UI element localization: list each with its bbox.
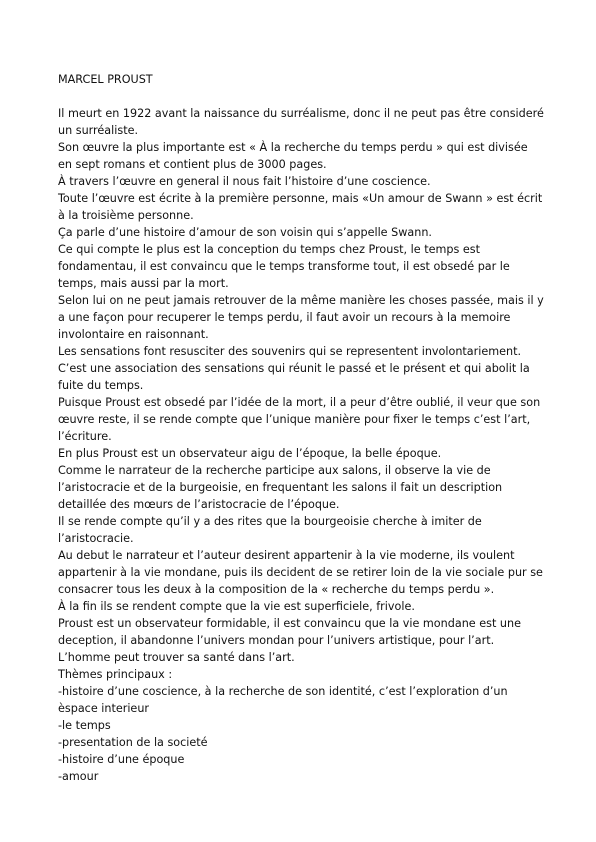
paragraph: Les sensations font resusciter des souvenirs qui se representent involontariement.: [58, 345, 522, 358]
paragraph: L’homme peut trouver sa santé dans l’art.: [58, 651, 295, 664]
theme-item: -histoire d’une époque: [58, 753, 185, 766]
paragraph: C’est une association des sensations qui réunit le passé et le présent et qui abolit la fuite du temps.: [58, 362, 530, 392]
document-page: [58, 71, 544, 785]
document-body: [58, 105, 544, 785]
theme-item: -le temps: [58, 719, 111, 732]
paragraph: Selon lui on ne peut jamais retrouver de la même manière les choses passée, mais il y a une façon pour recuperer le temps perdu, il faut avoir un recours à la memoire involontaire en raisonnant.: [58, 294, 544, 341]
paragraph: En plus Proust est un observateur aigu de l’époque, la belle époque.: [58, 447, 442, 460]
theme-item: -presentation de la societé: [58, 736, 208, 749]
document-title: MARCEL PROUST: [58, 73, 153, 86]
paragraph: Au debut le narrateur et l’auteur desirent appartenir à la vie moderne, ils voulent appartenir à la vie mondane, puis ils decident de se retirer loin de la vie sociale pur se consacrer tous les deux à la composition de la « recherche du temps perdu ».: [58, 549, 543, 596]
paragraph: À travers l’œuvre en general il nous fait l’histoire d’une coscience.: [58, 175, 431, 188]
paragraph: Il meurt en 1922 avant la naissance du surréalisme, donc il ne peut pas être consideré un surréaliste.: [58, 107, 544, 137]
paragraph: Proust est un observateur formidable, il est convaincu que la vie mondane est une deception, il abandonne l’univers mondan pour l’univers artistique, pour l’art.: [58, 617, 521, 647]
paragraph: Puisque Proust est obsedé par l’idée de la mort, il a peur d’être oublié, il veur que son œuvre reste, il se rende compte que l’unique manière pour fixer le temps c’est l’art, l’écriture.: [58, 396, 541, 443]
paragraph: Toute l’œuvre est écrite à la première personne, mais «Un amour de Swann » est écrit à la troisième personne.: [58, 192, 543, 222]
paragraph: Il se rende compte qu’il y a des rites que la bourgeoisie cherche à imiter de l’aristocracie.: [58, 515, 482, 545]
paragraph: Comme le narrateur de la recherche participe aux salons, il observe la vie de l’aristocracie et de la burgeoisie, en frequentant les salons il fait un description detaillée des mœurs de l’aristocracie de l’époque.: [58, 464, 503, 511]
theme-item: -histoire d’une coscience, à la recherche de son identité, c’est l’exploration d’un èspace interieur: [58, 685, 508, 715]
paragraph: Ce qui compte le plus est la conception du temps chez Proust, le temps est fondamentau, il est convaincu que le temps transforme tout, il est obsedé par le temps, mais aussi par la mort.: [58, 243, 510, 290]
theme-item: -amour: [58, 770, 99, 783]
paragraph: À la fin ils se rendent compte que la vie est superficiele, frivole.: [58, 600, 415, 613]
paragraph: Ça parle d’une histoire d’amour de son voisin qui s’appelle Swann.: [58, 226, 432, 239]
paragraph: Son œuvre la plus importante est « À la recherche du temps perdu » qui est divisée en sept romans et contient plus de 3000 pages.: [58, 141, 528, 171]
themes-heading: Thèmes principaux :: [58, 668, 173, 681]
